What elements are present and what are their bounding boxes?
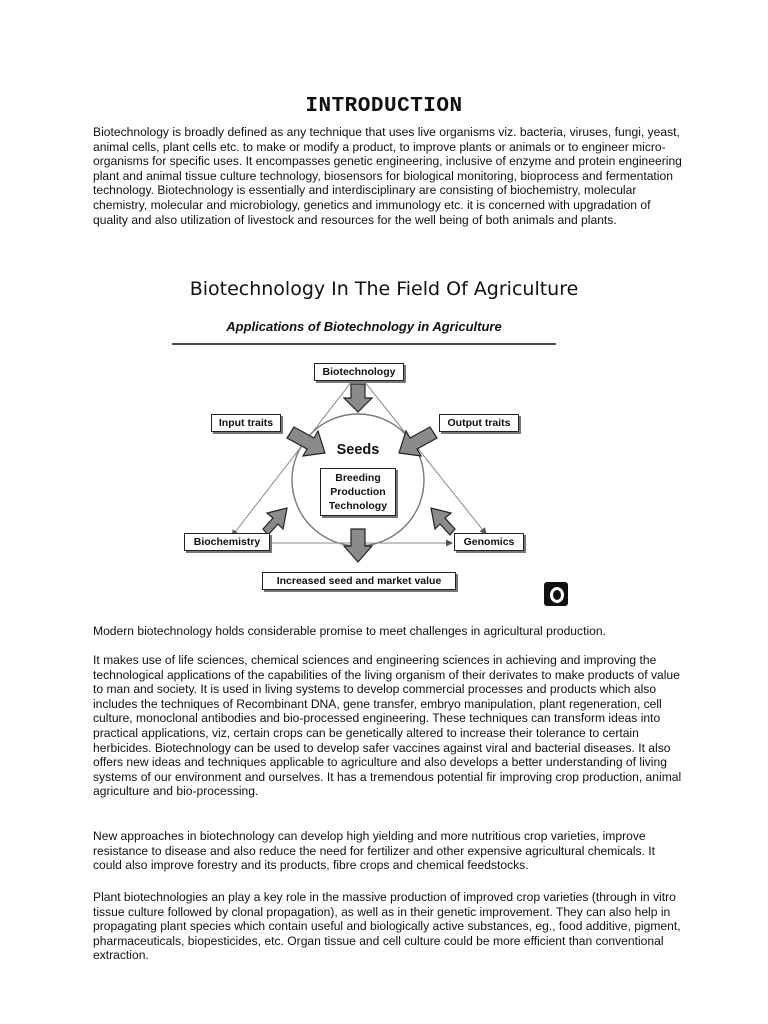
intro-paragraph: Biotechnology is broadly defined as any technique that uses live organisms viz. bacteria, viruses, fungi, yeast, animal cells, plant cells etc. to make or modify a product, to improve plants or animals or to engineer micro-organisms for specific uses. It encompasses genetic engineering, inclusive of enzyme and protein engineering plant and animal tissue culture technology, biosensors for biological monitoring, bioprocess and fermentation technology. Biotechnology is essentially and interdisciplinary are consisting of biochemistry, molecular chemistry, molecular and microbiology, genetics and immunology etc. it is concerned with upgradation of quality and also utilization of livestock and resources for the well being of both animals and plants. <box>93 125 682 227</box>
node-biotechnology: Biotechnology <box>314 363 404 381</box>
node-genomics: Genomics <box>454 533 524 551</box>
body-paragraph-3: New approaches in biotechnology can develop high yielding and more nutritious crop varieties, improve resistance to disease and also reduce the need for fertilizer and other expensive agricultural chemicals. It could also improve forestry and its products, fibre crops and chemical feedstocks. <box>93 829 655 873</box>
center-box-line-1: Breeding <box>335 472 381 484</box>
center-box-line-2: Production <box>330 486 386 498</box>
agriculture-diagram <box>170 312 572 610</box>
body-paragraph-4: Plant biotechnologies an play a key role in the massive production of improved crop varieties (through in vitro tissue culture followed by clonal propagation), as well as in their genetic improvement. They can also help in propagating plant species which contain useful and biologically active substances, eg., food additive, pigment, pharmaceuticals, biopesticides, etc. Organ tissue and cell culture could be more efficient than conventional extraction. <box>93 890 681 963</box>
node-biochemistry: Biochemistry <box>184 533 270 551</box>
node-input-traits: Input traits <box>211 414 281 432</box>
node-output-traits: Output traits <box>439 414 519 432</box>
page-title: INTRODUCTION <box>305 95 463 118</box>
publisher-logo-icon <box>544 582 568 606</box>
diagram-lines <box>170 312 572 610</box>
node-increased-value: Increased seed and market value <box>262 572 456 590</box>
center-title: Seeds <box>336 442 380 458</box>
center-box-line-3: Technology <box>328 500 388 512</box>
body-paragraph-2: It makes use of life sciences, chemical sciences and engineering sciences in achieving and improving the technological applications of the capabilities of the living organism of their derivates to make products of value to man and society. It is used in living systems to develop commercial processes and products which also includes the techniques of Recombinant DNA, gene transfer, embryo manipulation, plant regeneration, cell culture, monoclonal antibodies and bio-processed engineering. These techniques can transform ideas into practical applications, viz, certain crops can be genetically altered to increase their tolerance to certain herbicides. Biotechnology can be used to develop safer vaccines against viral and bacterial diseases. It also offers new ideas and techniques applicable to agriculture and also develops a better understanding of living systems of our environment and ourselves. It has a tremendous potential fir improving crop production, animal agriculture and bio-processing. <box>93 653 682 799</box>
section-heading: Biotechnology In The Field Of Agriculture <box>189 278 579 300</box>
body-paragraph-1: Modern biotechnology holds considerable promise to meet challenges in agricultural production. <box>93 624 606 638</box>
diagram-title: Applications of Biotechnology in Agriculture <box>226 319 502 334</box>
center-box <box>320 468 396 516</box>
